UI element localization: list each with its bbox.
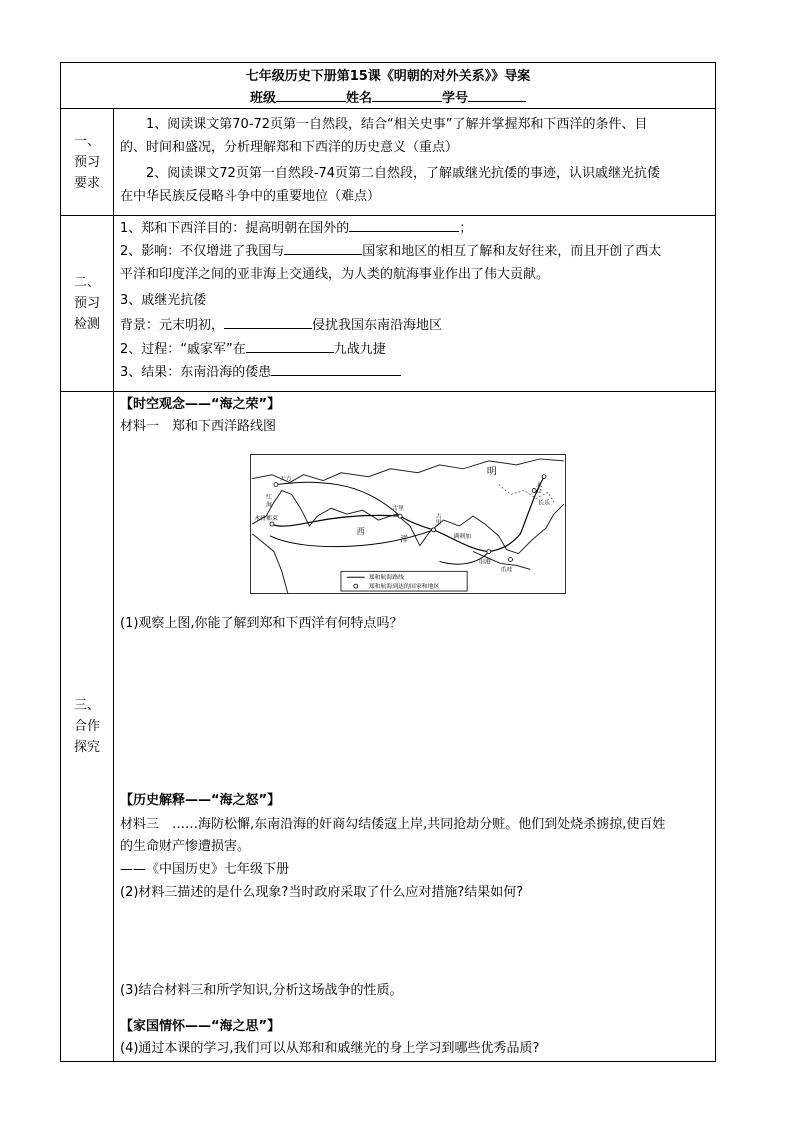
class-blank[interactable] bbox=[276, 88, 346, 102]
svg-text:里: 里 bbox=[435, 520, 442, 526]
question-4: (4)通过本课的学习,我们可以从郑和和戚继光的身上学习到哪些优秀品质? bbox=[120, 1041, 540, 1056]
section3-content bbox=[114, 392, 715, 1061]
svg-text:古里: 古里 bbox=[392, 506, 405, 513]
check-line-4: 3、戚继光抗倭 bbox=[120, 293, 207, 308]
answer-area-1[interactable] bbox=[120, 637, 709, 787]
check-line-3: 平洋和印度洋之间的亚非海上交通线，为人类的航海事业作出了伟大贡献。 bbox=[120, 267, 550, 282]
section-preview-check bbox=[61, 216, 715, 392]
check-line-5: 背景：元末明初， 侵扰我国东南沿海地区 bbox=[120, 315, 709, 337]
question-3: (3)结合材料三和所学知识,分析这场战争的性质。 bbox=[120, 983, 403, 998]
worksheet-table bbox=[60, 62, 716, 1062]
background-blank[interactable] bbox=[224, 315, 312, 329]
svg-text:爪哇: 爪哇 bbox=[500, 567, 513, 574]
id-label: 学号 bbox=[442, 91, 469, 106]
svg-text:古: 古 bbox=[435, 514, 442, 521]
requirement-1-line1: 1、阅读课文第70-72页第一自然段，结合“相关史事”了解并掌握郑和下西洋的条件、目 bbox=[146, 117, 648, 132]
check-line-7: 3、结果：东南沿海的倭患 bbox=[120, 362, 709, 384]
answer-area-2[interactable] bbox=[120, 906, 709, 976]
svg-text:长乐: 长乐 bbox=[538, 500, 550, 507]
requirement-1-line2: 的、时间和盛况，分析理解郑和下西洋的历史意义（重点） bbox=[120, 140, 459, 155]
page-title: 七年级历史下册第15课《明朝的对外关系》》导案 bbox=[245, 69, 531, 84]
purpose-blank[interactable] bbox=[349, 218, 459, 232]
check-line-2: 2、影响：不仅增进了我国与 国家和地区的相互了解和友好往来，而且开创了西太 bbox=[120, 241, 709, 263]
question-2: (2)材料三描述的是什么现象?当时政府采取了什么应对措施?结果如何? bbox=[120, 885, 524, 900]
svg-text:海: 海 bbox=[266, 502, 272, 509]
name-label: 姓名 bbox=[345, 91, 372, 106]
material-3-line1: 材料三 ……海防松懈,东南沿海的奸商勾结倭寇上岸,共同抢劫分赃。他们到处烧杀掳掠,使百姓 bbox=[120, 817, 666, 832]
section1-label: 一、 预习 要求 bbox=[61, 109, 114, 215]
student-info-line bbox=[61, 87, 715, 106]
svg-text:仓: 仓 bbox=[536, 488, 543, 495]
heading-space-time: 【时空观念——“海之荣”】 bbox=[120, 397, 281, 412]
material-1-title: 材料一 郑和下西洋路线图 bbox=[120, 419, 277, 434]
material-3-source: ——《中国历史》七年级下册 bbox=[120, 862, 290, 877]
section-cooperative-inquiry bbox=[61, 392, 715, 1061]
section2-content bbox=[114, 216, 715, 391]
check-line-1: 1、郑和下西洋目的：提高明朝在国外的 ； bbox=[120, 218, 709, 240]
requirement-2-line1: 2、阅读课文72页第一自然段-74页第二自然段，了解戚继光抗倭的事迹，认识戚继光抗倭 bbox=[146, 166, 661, 181]
process-blank[interactable] bbox=[246, 339, 334, 353]
countries-blank[interactable] bbox=[284, 241, 362, 255]
class-label: 班级 bbox=[249, 91, 276, 106]
id-blank[interactable] bbox=[468, 88, 526, 102]
svg-text:洋: 洋 bbox=[400, 534, 408, 544]
check-line-6: 2、过程：“戚家军”在 九战九捷 bbox=[120, 339, 709, 361]
svg-text:木骨都束: 木骨都束 bbox=[254, 516, 278, 523]
name-blank[interactable] bbox=[372, 88, 442, 102]
svg-text:旧港: 旧港 bbox=[478, 559, 491, 566]
route-map-svg bbox=[251, 455, 565, 593]
svg-text:郑和航海路线: 郑和航海路线 bbox=[368, 575, 405, 582]
zheng-he-route-map bbox=[250, 454, 566, 594]
svg-text:太: 太 bbox=[536, 482, 543, 489]
result-blank[interactable] bbox=[271, 362, 401, 376]
svg-text:红: 红 bbox=[266, 494, 272, 501]
question-1: (1)观察上图,你能了解到郑和下西洋有何特点吗？ bbox=[120, 616, 403, 631]
section3-label: 三、 合作 探究 bbox=[61, 392, 114, 1061]
section1-content bbox=[114, 109, 715, 215]
heading-patriotism: 【家国情怀——“海之思”】 bbox=[120, 1019, 281, 1034]
requirement-2-line2: 在中华民族反侵略斗争中的重要地位（难点） bbox=[120, 189, 381, 204]
svg-text:郑和航海到达的国家和地区: 郑和航海到达的国家和地区 bbox=[368, 584, 440, 591]
header-row bbox=[61, 63, 715, 109]
svg-text:满剌加: 满剌加 bbox=[453, 533, 472, 540]
svg-text:西: 西 bbox=[356, 526, 365, 536]
section2-label: 二、 预习 检测 bbox=[61, 216, 114, 391]
heading-historical-explanation: 【历史解释——“海之怒”】 bbox=[120, 793, 281, 808]
map-label-ming: 明 bbox=[486, 466, 497, 478]
svg-text:天方: 天方 bbox=[279, 476, 292, 483]
material-3-line2: 的生命财产惨遭损害。 bbox=[120, 839, 251, 854]
section-preview-requirements bbox=[61, 109, 715, 216]
